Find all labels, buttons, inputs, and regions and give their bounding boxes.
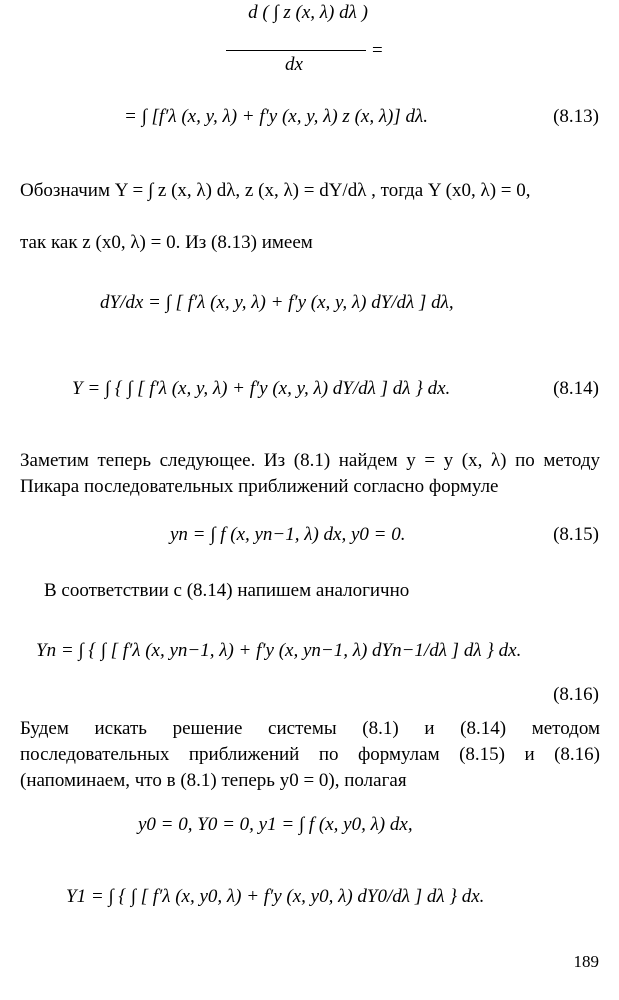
formula-1-numerator: d ( ∫ z (x, λ) dλ ) <box>248 2 368 23</box>
equation-number-8-14: (8.14) <box>553 378 599 399</box>
formula-Y1: Y1 = ∫ { ∫ [ f′λ (x, y0, λ) + f′y (x, y0, λ) dY0/dλ ] dλ } dx. <box>66 886 485 907</box>
formula-1-fraction-bar <box>226 50 366 51</box>
paragraph-analog: В соответствии с (8.14) напишем аналогично <box>44 580 410 601</box>
equation-number-8-15: (8.15) <box>553 524 599 545</box>
page-number: 189 <box>573 952 599 971</box>
formula-8-15: yn = ∫ f (x, yn−1, λ) dx, y0 = 0. <box>170 524 406 545</box>
equation-number-8-13: (8.13) <box>553 106 599 127</box>
formula-1-denominator: dx <box>285 54 303 75</box>
equation-number-8-16: (8.16) <box>553 684 599 705</box>
formula-8-14: Y = ∫ { ∫ [ f′λ (x, y, λ) + f′y (x, y, λ) dY/dλ ] dλ } dx. <box>72 378 451 399</box>
paragraph-picard: Заметим теперь следующее. Из (8.1) найдем y = y (x, λ) по методу Пикара последовательных приближений согласно формуле <box>20 450 600 497</box>
formula-initial-values: y0 = 0, Y0 = 0, y1 = ∫ f (x, y0, λ) dx, <box>138 814 413 835</box>
formula-1-equals: = <box>372 40 383 61</box>
formula-8-16: Yn = ∫ { ∫ [ f′λ (x, yn−1, λ) + f′y (x, yn−1, λ) dYn−1/dλ ] dλ } dx. <box>36 640 522 661</box>
formula-8-13: = ∫ [f′λ (x, y, λ) + f′y (x, y, λ) z (x, λ)] dλ. <box>124 106 429 127</box>
text-line-since: так как z (x0, λ) = 0. Из (8.13) имеем <box>20 232 313 253</box>
paragraph-method: Будем искать решение системы (8.1) и (8.14) методом последовательных приближений по формулам (8.15) и (8.16) (напоминаем, что в (8.1) теперь y0 = 0), полагая <box>20 718 600 791</box>
text-line-notation: Обозначим Y = ∫ z (x, λ) dλ, z (x, λ) = dY/dλ , тогда Y (x0, λ) = 0, <box>20 180 531 201</box>
formula-dY-dx: dY/dx = ∫ [ f′λ (x, y, λ) + f′y (x, y, λ) dY/dλ ] dλ, <box>100 292 454 313</box>
formula-1 <box>222 2 394 24</box>
